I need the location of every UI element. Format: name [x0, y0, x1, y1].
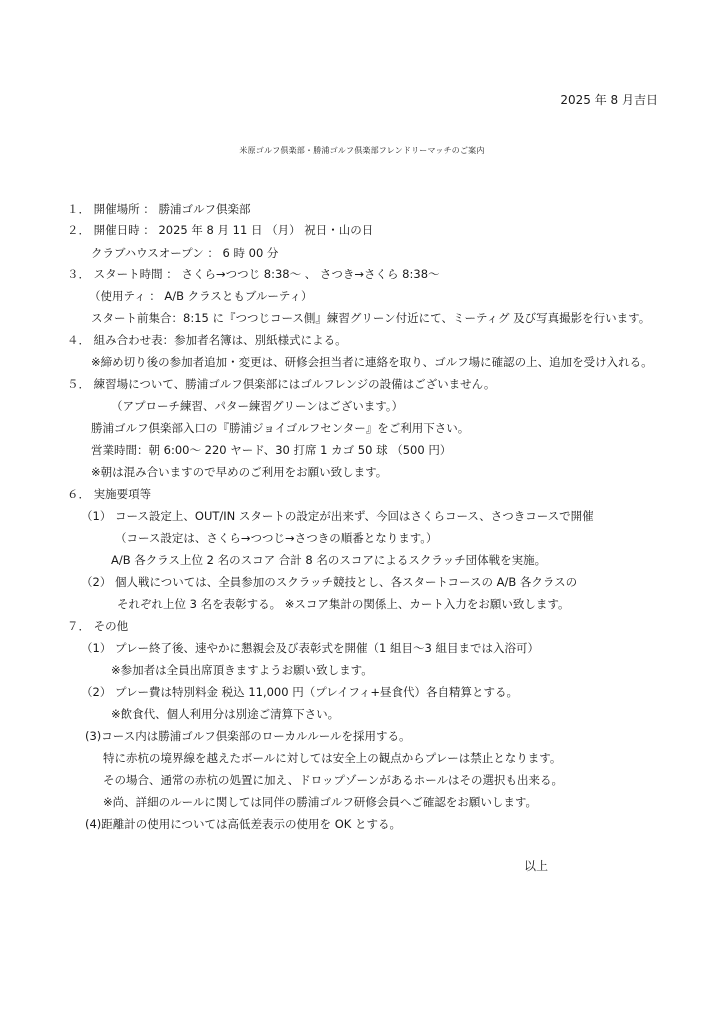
document-date: 2025 年 8 月吉日 — [560, 93, 658, 107]
other-4: (4)距離計の使用については高低差表示の使用を OK とする。 — [85, 817, 401, 831]
practice-green-note: （アプローチ練習、パター練習グリーンはございます。） — [111, 399, 404, 413]
drop-zone-rule: その場合、通常の赤杭の処置に加え、ドロップゾーンがあるホールはその選択も出来る。 — [103, 773, 563, 787]
individual-awards: それぞれ上位 3 名を表彰する。 ※スコア集計の関係上、カート入力をお願い致します。 — [117, 597, 570, 611]
item-7-other: ７． その他 — [67, 619, 129, 633]
clubhouse-open: クラブハウスオープン ： 6 時 00 分 — [91, 246, 279, 260]
item-1-venue: １． 開催場所 ： 勝浦ゴルフ倶楽部 — [67, 202, 251, 216]
document-title: 米原ゴルフ倶楽部・勝浦ゴルフ倶楽部フレンドリーマッチのご案内 — [239, 146, 485, 155]
item-5-practice-range: ５． 練習場について、勝浦ゴルフ倶楽部にはゴルフレンジの設備はございません。 — [67, 377, 496, 391]
closing-text: 以上 — [524, 859, 549, 873]
item-2-date: ２． 開催日時 ： 2025 年 8 月 11 日 （月） 祝日・山の日 — [67, 223, 374, 237]
guideline-2: （2） 個人戦については、全員参加のスクラッチ競技とし、各スタートコースの A/B 各クラスの — [81, 575, 578, 589]
late-entry-note: ※締め切り後の参加者追加・変更は、研修会担当者に連絡を取り、ゴルフ場に確認の上、追加を受け入れる。 — [91, 355, 653, 369]
pre-start-meeting: スタート前集合：8:15 に『つつじコース側』練習グリーン付近にて、ミーティグ 及び写真撮影を行います。 — [91, 311, 651, 325]
business-hours: 営業時間：朝 6:00～ 220 ヤード、30 打席 1 カゴ 50 球 （500 円） — [91, 443, 452, 457]
item-3-start-time: ３． スタート時間 ： さくら→つつじ 8:38～ 、 さつき→さくら 8:38～ — [67, 267, 440, 281]
other-1: （1） プレー終了後、速やかに懇親会及び表彰式を開催（1 組目～3 組目までは入浴可） — [81, 641, 539, 655]
other-2: （2） プレー費は特別料金 税込 11,000 円（プレイフィ+昼食代）各自精算とする。 — [81, 685, 519, 699]
item-4-pairings: ４． 組み合わせ表：参加者名簿は、別紙様式による。 — [67, 333, 347, 347]
item-6-guidelines: ６． 実施要項等 — [67, 487, 152, 501]
other-3: (3)コース内は勝浦ゴルフ倶楽部のローカルルールを採用する。 — [85, 729, 411, 743]
joy-golf-center: 勝浦ゴルフ倶楽部入口の『勝浦ジョイゴルフセンター』をご利用下さい。 — [91, 421, 470, 435]
attendance-note: ※参加者は全員出席頂きますようお願い致します。 — [111, 663, 373, 677]
guideline-1: （1） コース設定上、OUT/IN スタートの設定が出来ず、今回はさくらコース、さつきコースで開催 — [81, 509, 594, 523]
course-order-note: （コース設定は、さくら→つつじ→さつきの順番となります。） — [115, 531, 438, 545]
red-stake-rule: 特に赤杭の境界線を越えたボールに対しては安全上の観点からプレーは禁止となります。 — [103, 751, 562, 765]
food-expense-note: ※飲食代、個人利用分は別途ご清算下さい。 — [111, 707, 340, 721]
rule-details-note: ※尚、詳細のルールに関しては同伴の勝浦ゴルフ研修会員へご確認をお願いします。 — [103, 795, 537, 809]
crowded-note: ※朝は混み合いますので早めのご利用をお願い致します。 — [91, 465, 388, 479]
team-scratch: A/B 各クラス上位 2 名のスコア 合計 8 名のスコアによるスクラッチ団体戦を実施。 — [111, 553, 547, 567]
tee-info: （使用ティ ： A/B クラスともブルーティ） — [89, 289, 313, 303]
